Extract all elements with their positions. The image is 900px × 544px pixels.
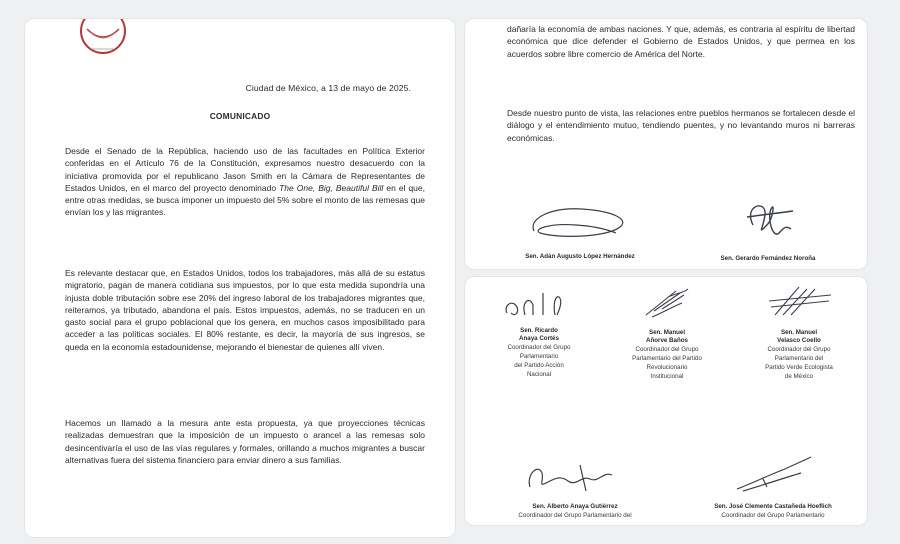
signatory-role: de México [784, 373, 814, 380]
signatory-name: Sen. José Clemente Castañeda Hoeflich [714, 503, 832, 510]
signatory-role: Coordinador del Grupo [635, 346, 699, 353]
signatures-panel [464, 276, 868, 526]
signatory-name: Velasco Coello [777, 337, 821, 344]
bill-title: The One, Big, Beautiful Bill [279, 182, 384, 193]
letter-page-1 [24, 18, 456, 538]
signatory-role: Institucional [650, 373, 684, 380]
signatory-role: Coordinador del Grupo [507, 344, 571, 351]
signatory-role: Revolucionario [646, 364, 688, 371]
handwritten-signature-icon [520, 457, 630, 497]
paragraph-5: Desde nuestro punto de vista, las relaciones entre pueblos hermanos se fortalecen desde el diálogo y el entendimiento mutuo, tendiendo puentes, y no levantando muros ni barreras económicas. [507, 108, 855, 143]
signatory-name: Sen. Ricardo [520, 327, 558, 334]
signature-block-castaneda [679, 453, 867, 520]
handwritten-signature-icon [499, 287, 579, 321]
signatory-role: Coordinador del Grupo Parlamentario del [518, 512, 632, 519]
date-line: Ciudad de México, a 13 de mayo de 2025. [245, 83, 411, 93]
signatory-name: Sen. Manuel [648, 329, 686, 336]
paragraph-4: dañaría la economía de ambas naciones. Y que, además, es contraria al espíritu de libertad económica que dice defender el Gobierno de Estados Unidos, y que permea en los acuerdos sobre libre comercio de América del Norte. [507, 24, 855, 59]
signatory-role: Parlamentario del Partido [632, 355, 702, 362]
handwritten-signature-icon [759, 281, 839, 323]
signatory-role: Parlamentario [519, 353, 559, 360]
document-heading: COMUNICADO [209, 111, 271, 121]
signatory-name: Sen. Manuel [780, 329, 818, 336]
signatory-role: Parlamentario del [774, 355, 824, 362]
signatory-name: Sen. Alberto Anaya Gutiérrez [532, 503, 618, 510]
handwritten-signature-icon [723, 453, 823, 497]
signature-block-anaya-cortes [479, 287, 599, 379]
letter-page-2 [464, 18, 868, 270]
signatory-role: del Partido Acción [514, 362, 564, 369]
handwritten-signature-icon [632, 283, 702, 323]
signatory-name: Sen. Gerardo Fernández Noroña [720, 255, 816, 262]
signatory-name: Sen. Adán Augusto López Hernández [525, 253, 635, 260]
signatory-name: Añorve Baños [646, 337, 688, 344]
handwritten-signature-icon [520, 197, 640, 247]
paragraph-1: Desde el Senado de la República, haciendo uso de las facultades en Política Exterior conferidas en el Artículo 76 de la Constitución, expresamos nuestro desacuerdo con la iniciativa promovida por el republicano Jason Smith en la Cámara de Representantes de Estados Unidos, en el marco del proyecto denominado The One, Big, Beautiful Bill en el que, entre otras medidas, se busca imponer un impuesto del 5% sobre el monto de las remesas que envían los y las migrantes. [65, 146, 425, 218]
signatory-role: Partido Verde Ecologista [765, 364, 833, 371]
paragraph-3: Hacemos un llamado a la mesura ante esta propuesta, ya que proyecciones técnicas realizadas demuestran que la imposición de un impuesto o arancel a las remesas solo desincentivaría el uso de las vías regulares y formales, orillando a muchos migrantes a buscar alternativas fuera del sistema financiero para enviar dinero a sus familias. [65, 418, 425, 465]
paragraph-2: Es relevante destacar que, en Estados Unidos, todos los trabajadores, más allá de su estatus migratorio, pagan de manera cotidiana sus impuestos, por lo que esta medida supondría una injusta doble tributación sobre ese 20% del ingreso laboral de los trabajadores migrantes que, reiteramos, ya tributado, abandona el país. Estos impuestos, además, no se traducen en un gasto social para el grupo poblacional que los genera, en muchos casos imposibilitado para acceder a las políticas sociales. El 80% restante, es decir, la mayoría de sus ingresos, se queda en la economía estadounidense, mejorando el bienestar de quienes allí viven. [65, 268, 425, 352]
signatory-name: Anaya Cortés [519, 335, 559, 342]
signature-block-anaya-gutierrez [485, 457, 665, 520]
handwritten-signature-icon [723, 195, 813, 249]
signature-block-fernandez [693, 195, 843, 263]
signature-block-anorve [607, 283, 727, 381]
signatory-role: Coordinador del Grupo [767, 346, 831, 353]
signatory-role: Coordinador del Grupo Parlamentario [721, 512, 825, 519]
signatory-role: Nacional [526, 371, 552, 378]
signature-block-lopez [505, 197, 655, 261]
signature-block-velasco [737, 281, 861, 381]
senate-seal-icon [77, 18, 129, 63]
